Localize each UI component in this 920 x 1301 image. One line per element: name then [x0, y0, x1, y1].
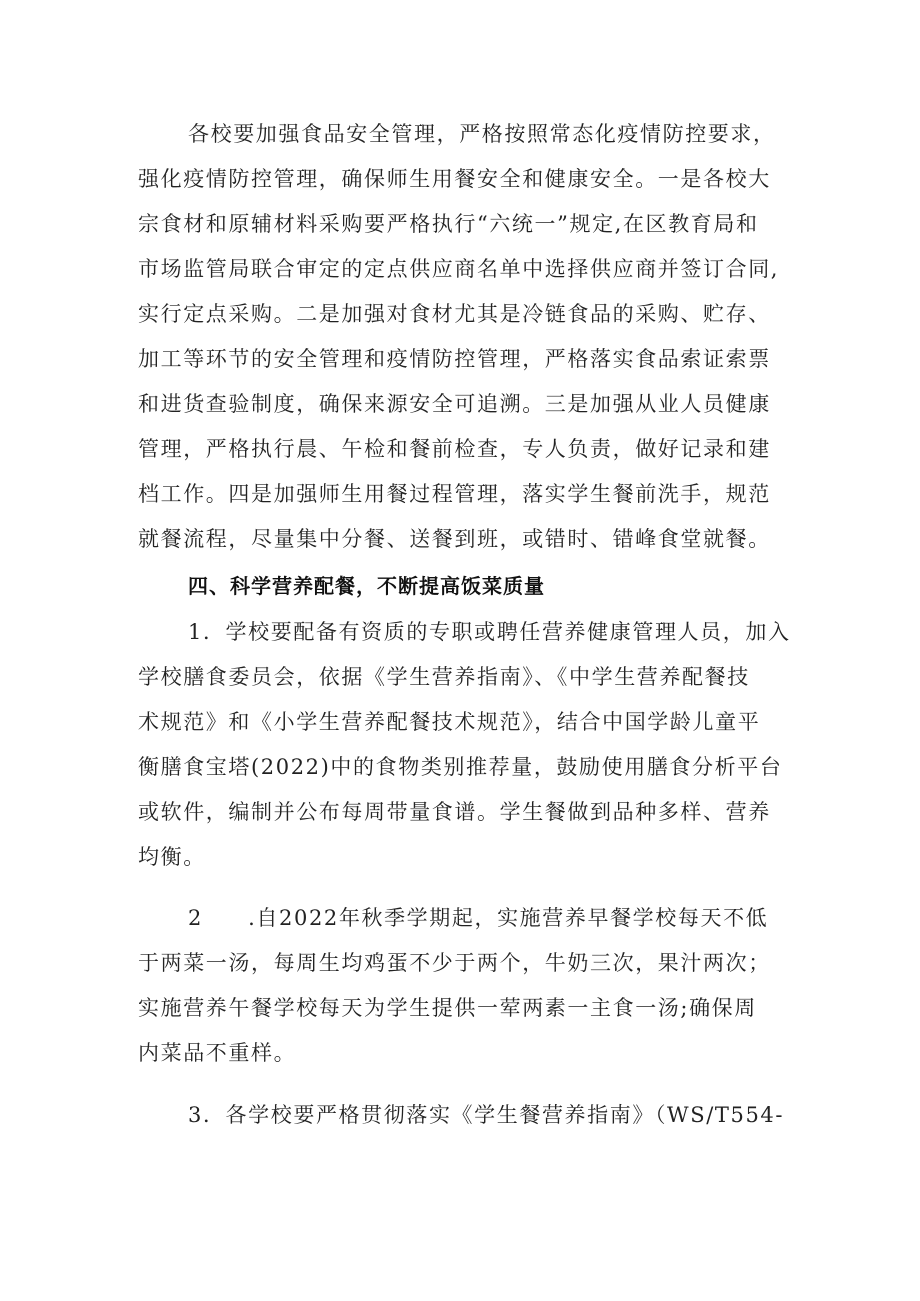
- paragraph-line: 市场监管局联合审定的定点供应商名单中选择供应商并签订合同,: [138, 257, 780, 281]
- paragraph-line: 加工等环节的安全管理和疫情防控管理，严格落实食品索证索票: [138, 347, 771, 371]
- paragraph-line: 3．各学校要严格贯彻落实《学生餐营养指南》（WS/T554-: [188, 1103, 785, 1127]
- paragraph-line: 和进货查验制度，确保来源安全可追溯。三是加强从业人员健康: [138, 392, 771, 416]
- paragraph-line: 均衡。: [138, 845, 206, 869]
- paragraph-line: 管理，严格执行晨、午检和餐前检查，专人负责，做好记录和建: [138, 437, 771, 461]
- paragraph-line: 术规范》和《小学生营养配餐技术规范》，结合中国学龄儿童平: [138, 710, 761, 734]
- paragraph-line: 或软件，编制并公布每周带量食谱。学生餐做到品种多样、营养: [138, 800, 771, 824]
- paragraph-line: 于两菜一汤，每周生均鸡蛋不少于两个，牛奶三次，果汁两次；: [138, 951, 771, 975]
- paragraph-line: 强化疫情防控管理，确保师生用餐安全和健康安全。一是各校大: [138, 167, 771, 191]
- paragraph-line: 学校膳食委员会，依据《学生营养指南》、《中学生营养配餐技: [138, 665, 750, 689]
- paragraph-line: 宗食材和原辅材料采购要严格执行“六统一”规定,在区教育局和: [138, 212, 759, 236]
- paragraph-line: 2 .自2022年秋季学期起，实施营养早餐学校每天不低: [188, 906, 769, 930]
- paragraph-line: 1．学校要配备有资质的专职或聘任营养健康管理人员，加入: [188, 620, 791, 644]
- paragraph-line: 就餐流程，尽量集中分餐、送餐到班，或错时、错峰食堂就餐。: [138, 527, 771, 551]
- paragraph-line: 实施营养午餐学校每天为学生提供一荤两素一主食一汤;确保周: [138, 996, 757, 1020]
- paragraph-line: 实行定点采购。二是加强对食材尤其是冷链食品的采购、贮存、: [138, 302, 771, 326]
- paragraph-line: 衡膳食宝塔(2022)中的食物类别推荐量，鼓励使用膳食分析平台: [138, 755, 783, 779]
- section-heading: 四、科学营养配餐，不断提高饭菜质量: [188, 574, 545, 598]
- paragraph-line: 各校要加强食品安全管理，严格按照常态化疫情防控要求，: [188, 122, 776, 146]
- paragraph-line: 档工作。四是加强师生用餐过程管理，落实学生餐前洗手，规范: [138, 482, 771, 506]
- paragraph-line: 内菜品不重样。: [138, 1041, 297, 1065]
